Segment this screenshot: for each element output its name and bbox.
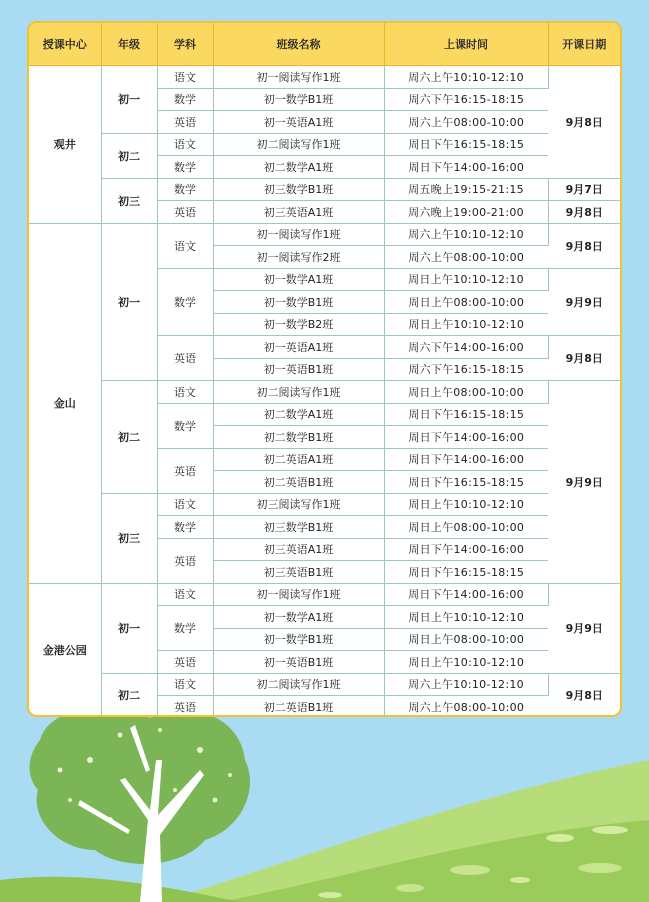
date-cell: 9月8日 [548,201,620,224]
class-cell: 初二英语B1班 [213,696,384,718]
time-cell: 周六上午10:10-12:10 [384,223,548,246]
subject-cell: 数学 [157,268,213,336]
class-cell: 初一数学B1班 [213,291,384,314]
class-cell: 初一数学B2班 [213,313,384,336]
header-time: 上课时间 [384,23,548,66]
time-cell: 周日下午14:00-16:00 [384,156,548,179]
schedule-card [27,21,622,717]
subject-cell: 语文 [157,223,213,268]
date-cell: 9月8日 [548,223,620,268]
subject-cell: 数学 [157,156,213,179]
class-cell: 初一数学B1班 [213,628,384,651]
subject-cell: 英语 [157,336,213,381]
table-row [29,66,620,89]
time-cell: 周六上午08:00-10:00 [384,111,548,134]
class-cell: 初二阅读写作1班 [213,381,384,404]
time-cell: 周日下午16:15-18:15 [384,403,548,426]
time-cell: 周日下午16:15-18:15 [384,561,548,584]
date-cell: 9月9日 [548,583,620,673]
time-cell: 周六晚上19:00-21:00 [384,201,548,224]
time-cell: 周日下午14:00-16:00 [384,448,548,471]
header-start-date: 开课日期 [548,23,620,66]
date-cell: 9月9日 [548,268,620,336]
time-cell: 周六上午10:10-12:10 [384,66,548,89]
time-cell: 周日上午10:10-12:10 [384,606,548,629]
class-cell: 初二数学A1班 [213,403,384,426]
subject-cell: 语文 [157,583,213,606]
class-cell: 初三阅读写作1班 [213,493,384,516]
time-cell: 周日上午08:00-10:00 [384,381,548,404]
subject-cell: 数学 [157,606,213,651]
time-cell: 周六上午08:00-10:00 [384,246,548,269]
class-cell: 初二阅读写作1班 [213,133,384,156]
subject-cell: 英语 [157,448,213,493]
date-cell: 9月9日 [548,381,620,584]
time-cell: 周日上午10:10-12:10 [384,268,548,291]
subject-cell: 数学 [157,516,213,539]
class-cell: 初三数学B1班 [213,178,384,201]
time-cell: 周日下午14:00-16:00 [384,583,548,606]
subject-cell: 英语 [157,538,213,583]
time-cell: 周日下午16:15-18:15 [384,133,548,156]
class-cell: 初三英语A1班 [213,538,384,561]
subject-cell: 数学 [157,88,213,111]
grade-cell: 初一 [101,583,157,673]
class-cell: 初一英语A1班 [213,111,384,134]
table-row [29,673,620,696]
grade-cell: 初一 [101,223,157,381]
time-cell: 周五晚上19:15-21:15 [384,178,548,201]
table-row [29,133,620,156]
table-row [29,493,620,516]
class-cell: 初一英语B1班 [213,358,384,381]
class-cell: 初一数学B1班 [213,88,384,111]
center-cell: 观井 [29,66,101,224]
class-cell: 初一英语B1班 [213,651,384,674]
date-cell: 9月8日 [548,336,620,381]
class-cell: 初一数学A1班 [213,606,384,629]
subject-cell: 数学 [157,403,213,448]
class-cell: 初二数学A1班 [213,156,384,179]
header-center: 授课中心 [29,23,101,66]
grade-cell: 初一 [101,66,157,134]
grade-cell: 初二 [101,673,157,717]
subject-cell: 数学 [157,178,213,201]
center-cell: 金港公园 [29,583,101,717]
subject-cell: 语文 [157,673,213,696]
date-cell: 9月8日 [548,66,620,179]
subject-cell: 英语 [157,201,213,224]
class-cell: 初二英语A1班 [213,448,384,471]
table-header-row [29,23,620,66]
time-cell: 周六下午14:00-16:00 [384,336,548,359]
class-cell: 初二英语B1班 [213,471,384,494]
time-cell: 周日上午08:00-10:00 [384,628,548,651]
class-cell: 初一阅读写作1班 [213,583,384,606]
header-class-name: 班级名称 [213,23,384,66]
center-cell: 金山 [29,223,101,583]
time-cell: 周日上午10:10-12:10 [384,313,548,336]
time-cell: 周日下午14:00-16:00 [384,538,548,561]
schedule-table [29,23,620,717]
grade-cell: 初二 [101,133,157,178]
class-cell: 初一阅读写作1班 [213,223,384,246]
time-cell: 周六下午16:15-18:15 [384,358,548,381]
class-cell: 初三英语A1班 [213,201,384,224]
time-cell: 周日上午08:00-10:00 [384,291,548,314]
table-row [29,178,620,201]
grade-cell: 初三 [101,178,157,223]
grade-cell: 初三 [101,493,157,583]
time-cell: 周日上午10:10-12:10 [384,493,548,516]
time-cell: 周六下午16:15-18:15 [384,88,548,111]
time-cell: 周六上午10:10-12:10 [384,673,548,696]
time-cell: 周日下午14:00-16:00 [384,426,548,449]
subject-cell: 语文 [157,381,213,404]
table-row [29,583,620,606]
subject-cell: 语文 [157,66,213,89]
class-cell: 初一数学A1班 [213,268,384,291]
class-cell: 初一阅读写作2班 [213,246,384,269]
table-row [29,381,620,404]
class-cell: 初二数学B1班 [213,426,384,449]
time-cell: 周日上午10:10-12:10 [384,651,548,674]
header-subject: 学科 [157,23,213,66]
header-grade: 年级 [101,23,157,66]
subject-cell: 英语 [157,651,213,674]
class-cell: 初一阅读写作1班 [213,66,384,89]
time-cell: 周日下午16:15-18:15 [384,471,548,494]
class-cell: 初一英语A1班 [213,336,384,359]
subject-cell: 英语 [157,696,213,718]
time-cell: 周日上午08:00-10:00 [384,516,548,539]
table-row [29,223,620,246]
grade-cell: 初二 [101,381,157,494]
time-cell: 周六上午08:00-10:00 [408,700,525,714]
class-cell: 初三英语B1班 [213,561,384,584]
date-cell: 9月7日 [548,178,620,201]
date-cell: 9月8日 [548,673,620,717]
subject-cell: 语文 [157,493,213,516]
subject-cell: 语文 [157,133,213,156]
class-cell: 初三数学B1班 [213,516,384,539]
subject-cell: 英语 [157,111,213,134]
class-cell: 初二阅读写作1班 [213,673,384,696]
